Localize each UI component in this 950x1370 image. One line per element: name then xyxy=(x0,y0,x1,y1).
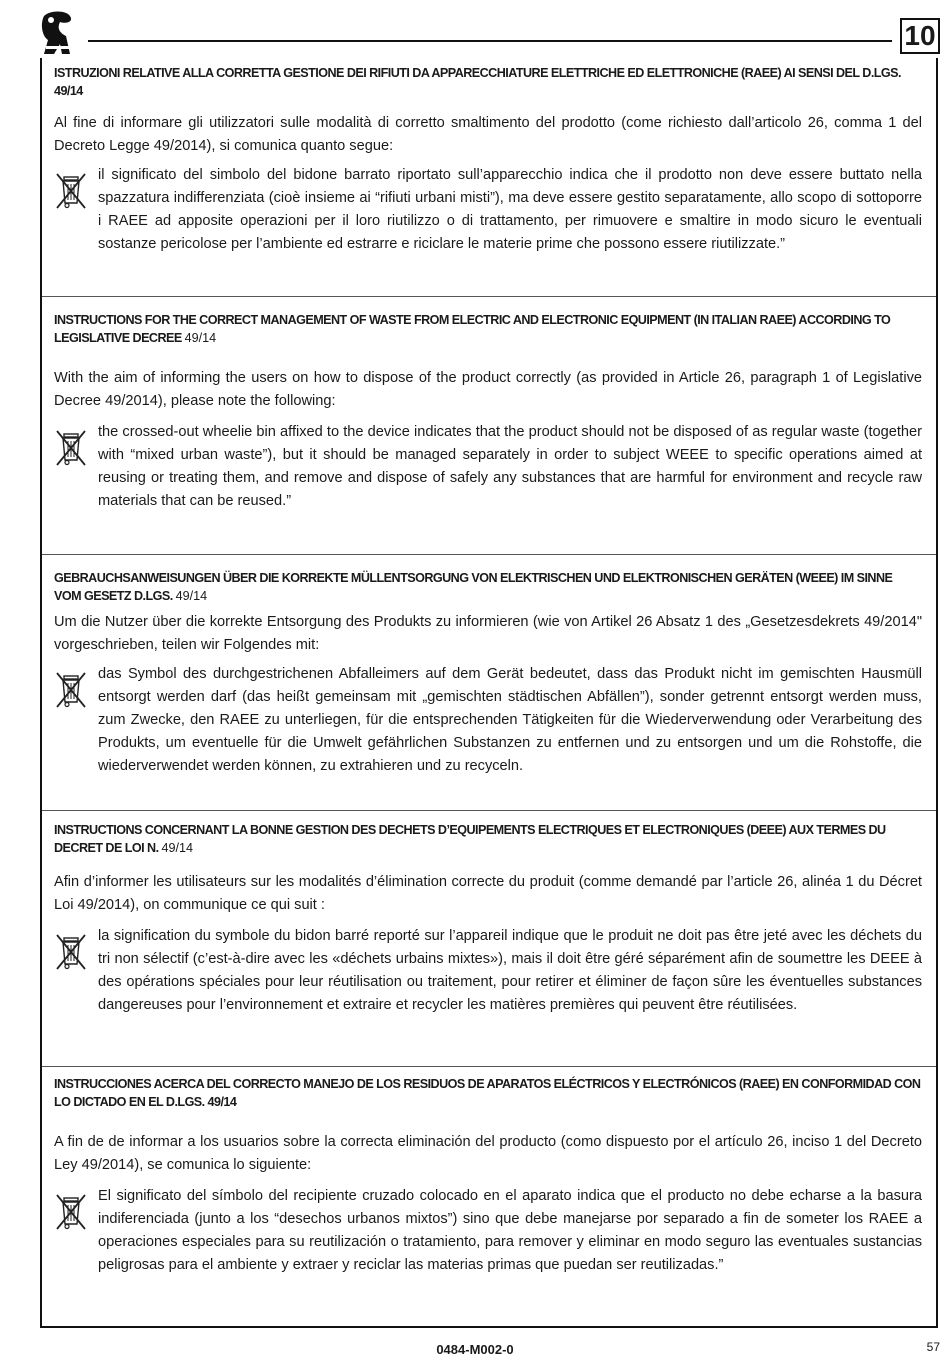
section-item-text: il significato del simbolo del bidone barrato riportato sull’apparecchio indica che il prodotto non deve essere buttato nella spazzatura indifferenziata (cioè insieme ai “rifiuti urbani misti”), ma deve essere gestito separatamente, allo scopo di sottoporre i RAEE ad apposite operazioni per il loro riutilizzo o di trattamento, per rimuovere e smaltire in modo sicuro le eventuali sostanze pericolose per l’ambiente ed estrarre e riciclare le materie prime che possono essere riutilizzate.” xyxy=(98,167,922,252)
crossed-out-bin-icon xyxy=(54,427,88,467)
weee-notice xyxy=(54,421,922,513)
section-number-badge: 10 xyxy=(900,18,940,54)
section-item-text: das Symbol des durchgestrichenen Abfalleimers auf dem Gerät bedeutet, dass das Produkt nicht im gemischten Hausmüll entsorgt werden darf (das heißt gemeinsam mit „gemischten städtischen Abfällen”), sonder getrennt entsorgt werden muss, zum Zwecke, den RAEE zu unterliegen, für die entsprechenden Tätigkeiten für die Wiederverwendung oder Verarbeitung des Produkts, um eventuelle für die Umwelt gefährlichen Substanzen zu entfernen und zu entsorgen und um die Rohstoffe, die wiederverwendet werden können, zu extrahieren und zu recyceln. xyxy=(98,666,922,774)
section-intro: Al fine di informare gli utilizzatori sulle modalità di corretto smaltimento del prodotto (come richiesto dall’articolo 26, comma 1 del Decreto Legge 49/2014), si comunica quanto segue: xyxy=(54,115,922,154)
section-title: ISTRUZIONI RELATIVE ALLA CORRETTA GESTIONE DEI RIFIUTI DA APPARECCHIATURE ELETTRICHE ED ELETTRONICHE (RAEE) AI SENSI DEL D.LGS. 49/14 xyxy=(54,66,901,98)
company-logo xyxy=(36,10,80,58)
crossed-out-bin-icon xyxy=(54,931,88,971)
section-item-text: El significato del símbolo del recipiente cruzado colocado en el aparato indica que el producto no debe echarse a la basura indiferenciada (junto a los “desechos urbanos mixtos”) sino que debe manejarse por separado a fin de someter los RAEE a operaciones especiales para su reutilización o tratamiento, para remover y eliminar en modo seguro las eventuales sustancias peligrosas para el ambiente y extraer y reciclar las materias primas que puedan ser reutilizadas.” xyxy=(98,1188,922,1273)
section-item-text: la signification du symbole du bidon barré reporté sur l’appareil indique que le produit ne doit pas être jeté avec les déchets du tri non sélectif (c’est-à-dire avec les «déchets urbains mixtes»), mais il doit être géré séparément afin de soumettre les DEEE à des opérations spéciales pour leur réutilisation ou traitement, pour retirer et éliminer de façon sûre les éventuelles substances dangereuses pour l’environnement et extraire et recycler les matières premières qui peuvent être réutilisées. xyxy=(98,928,922,1013)
section-title: INSTRUCCIONES ACERCA DEL CORRECTO MANEJO DE LOS RESIDUOS DE APARATOS ELÉCTRICOS Y ELECTRÓNICOS (RAEE) EN CONFORMIDAD CON LO DICTADO EN EL D.LGS. 49/14 xyxy=(54,1077,921,1109)
crossed-out-bin-icon xyxy=(54,1191,88,1231)
section-intro: A fin de de informar a los usuarios sobre la correcta eliminación del producto (como dispuesto por el artículo 26, inciso 1 del Decreto Ley 49/2014), se comunica lo siguiente: xyxy=(54,1134,922,1173)
weee-notice xyxy=(54,164,922,256)
section-intro: Afin d’informer les utilisateurs sur les modalités d’élimination correcte du produit (comme demandé par l’article 26, alinéa 1 du Décret Loi 49/2014), on communique ce qui suit : xyxy=(54,874,922,913)
section-french xyxy=(42,810,936,1066)
crossed-out-bin-icon xyxy=(54,170,88,210)
weee-notice xyxy=(54,1185,922,1277)
section-intro: Um die Nutzer über die korrekte Entsorgung des Produkts zu informieren (wie von Artikel 26 Absatz 1 des „Gesetzesdekrets 49/2014" vorgeschrieben, teilen wir Folgendes mit: xyxy=(54,614,922,653)
section-english xyxy=(42,296,936,554)
document-code: 0484-M002-0 xyxy=(436,1342,514,1357)
section-intro: With the aim of informing the users on how to dispose of the product correctly (as provided in Article 26, paragraph 1 of Legislative Decree 49/2014), please note the following: xyxy=(54,370,922,409)
section-spanish xyxy=(42,1066,936,1326)
section-title: INSTRUCTIONS FOR THE CORRECT MANAGEMENT OF WASTE FROM ELECTRIC AND ELECTRONIC EQUIPMENT (IN ITALIAN RAEE) ACCORDING TO LEGISLATIVE DECREE 49/14 xyxy=(54,313,891,345)
section-title: INSTRUCTIONS CONCERNANT LA BONNE GESTION DES DECHETS D’EQUIPEMENTS ELECTRIQUES ET ELECTRONIQUES (DEEE) AUX TERMES DU DECRET DE LOI N. 49/14 xyxy=(54,823,886,855)
section-italian xyxy=(42,64,936,294)
header-rule xyxy=(88,40,892,42)
weee-notice xyxy=(54,925,922,1017)
section-title: GEBRAUCHSANWEISUNGEN ÜBER DIE KORREKTE MÜLLENTSORGUNG VON ELEKTRISCHEN UND ELEKTRONISCHEN GERÄTEN (WEEE) IM SINNE VOM GESETZ D.LGS. 49/14 xyxy=(54,571,893,603)
section-german xyxy=(42,554,936,810)
weee-notice xyxy=(54,663,922,778)
page-number: 57 xyxy=(926,1340,940,1354)
crossed-out-bin-icon xyxy=(54,669,88,709)
section-item-text: the crossed-out wheelie bin affixed to the device indicates that the product should not be disposed of as regular waste (together with “mixed urban waste”), but it should be managed separately in order to subject WEEE to specific operations aimed at reusing or treating them, and remove and dispose of safely any substances that are harmful for environment and recycle raw materials that can be reused.” xyxy=(98,424,922,509)
